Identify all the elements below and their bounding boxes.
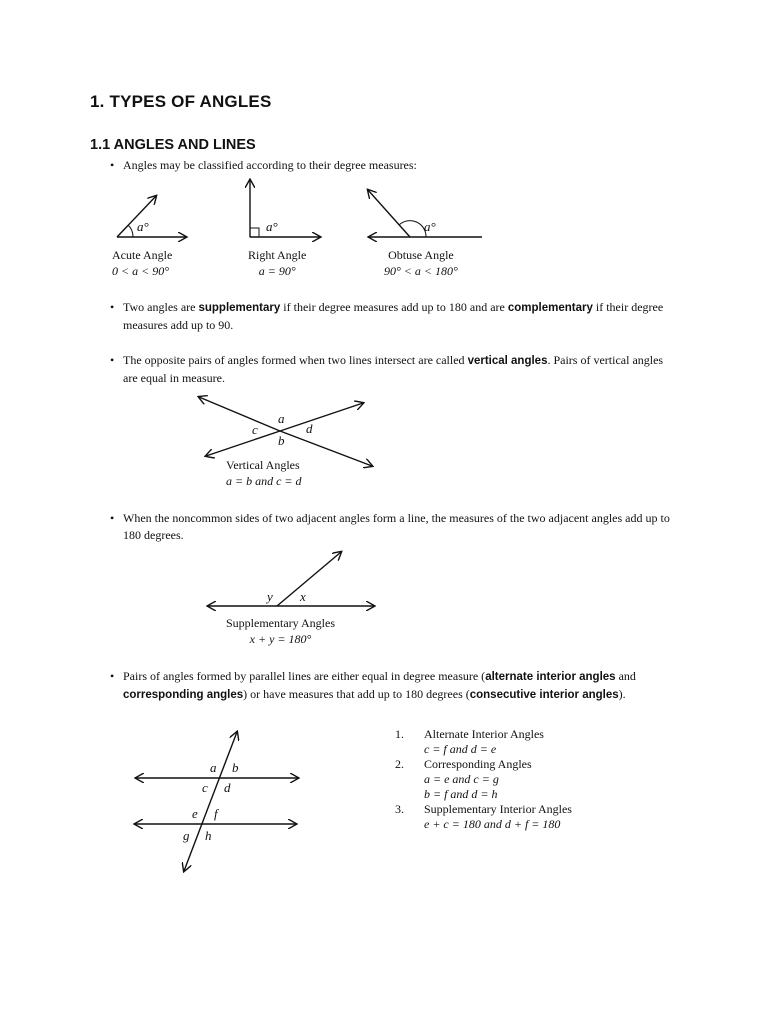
parallel-label-d: d [224,780,231,795]
keyword-vertical-angles: vertical angles [467,355,548,367]
supp-label-y: y [267,589,273,604]
parallel-label-b: b [232,760,239,775]
list-item [395,757,572,802]
list-item-title: Alternate Interior Angles [424,727,544,741]
obtuse-angle-label: a° [424,219,436,234]
acute-name: Acute Angle [112,248,173,262]
right-name: Right Angle [248,248,307,262]
keyword-consecutive-interior: consecutive interior angles [469,689,619,701]
acute-condition: 0 < a < 90° [112,264,169,278]
list-item-title: Corresponding Angles [424,757,532,771]
list-item [395,727,572,757]
vertical-label-b: b [278,433,285,448]
parallel-label-c: c [202,780,208,795]
list-item-equation: c = f and d = e [424,742,497,756]
text-segment: The opposite pairs of angles formed when two lines intersect are called [123,353,468,367]
text-segment: ). [618,687,626,701]
list-item-equation: e + c = 180 and d + f = 180 [424,817,561,831]
bullet-dot: • [110,300,115,314]
page-title: 1. TYPES OF ANGLES [90,92,272,111]
parallel-label-e: e [192,806,198,821]
right-angle-label: a° [266,219,278,234]
parallel-label-g: g [183,828,190,843]
supp-label-x: x [300,589,306,604]
list-number: 2. [395,757,404,771]
parallel-label-h: h [205,828,212,843]
text-segment: if their degree measures add up to 180 and are [280,300,508,314]
vertical-name: Vertical Angles [226,458,300,472]
obtuse-condition: 90° < a < 180° [384,264,458,278]
list-item [395,802,572,832]
list-number: 1. [395,727,404,741]
parallel-angle-relations-list [395,727,572,832]
acute-angle-label: a° [137,219,149,234]
keyword-alternate-interior: alternate interior angles [485,671,616,683]
text-segment: and [615,669,636,683]
bullet-text: Angles may be classified according to their degree measures: [123,158,417,172]
vertical-label-a: a [278,411,285,426]
list-number: 3. [395,802,404,816]
bullet-dot: • [110,353,115,367]
parallel-label-a: a [210,760,217,775]
obtuse-name: Obtuse Angle [388,248,454,262]
vertical-label-c: c [252,422,258,437]
list-item-equation: a = e and c = g [424,772,499,786]
text-segment: Two angles are [123,300,199,314]
parallel-label-f: f [214,806,218,821]
keyword-complementary: complementary [507,302,593,314]
keyword-corresponding: corresponding angles [123,689,244,701]
bullet-dot: • [110,511,115,525]
list-item-equation: b = f and d = h [424,787,498,801]
keyword-supplementary: supplementary [198,302,281,314]
bullet-text: When the noncommon sides of two adjacent angles form a line, the measures of the two adjacent angles add up to 180 degrees. [123,511,670,542]
bullet-dot: • [110,158,115,172]
list-item-title: Supplementary Interior Angles [424,802,572,816]
vertical-condition: a = b and c = d [226,474,302,488]
text-segment: Pairs of angles formed by parallel lines are either equal in degree measure ( [123,669,486,683]
supp-condition: x + y = 180° [249,632,312,646]
text-segment: if their degree measures add up to 90. [123,300,664,332]
text-segment: ) or have measures that add up to 180 degrees ( [243,687,470,701]
right-condition: a = 90° [258,264,296,278]
text-segment: . Pairs of vertical angles are equal in measure. [123,353,664,385]
vertical-label-d: d [306,421,313,436]
supp-name: Supplementary Angles [226,616,335,630]
section-title: 1.1 ANGLES AND LINES [90,137,256,153]
bullet-dot: • [110,669,115,683]
